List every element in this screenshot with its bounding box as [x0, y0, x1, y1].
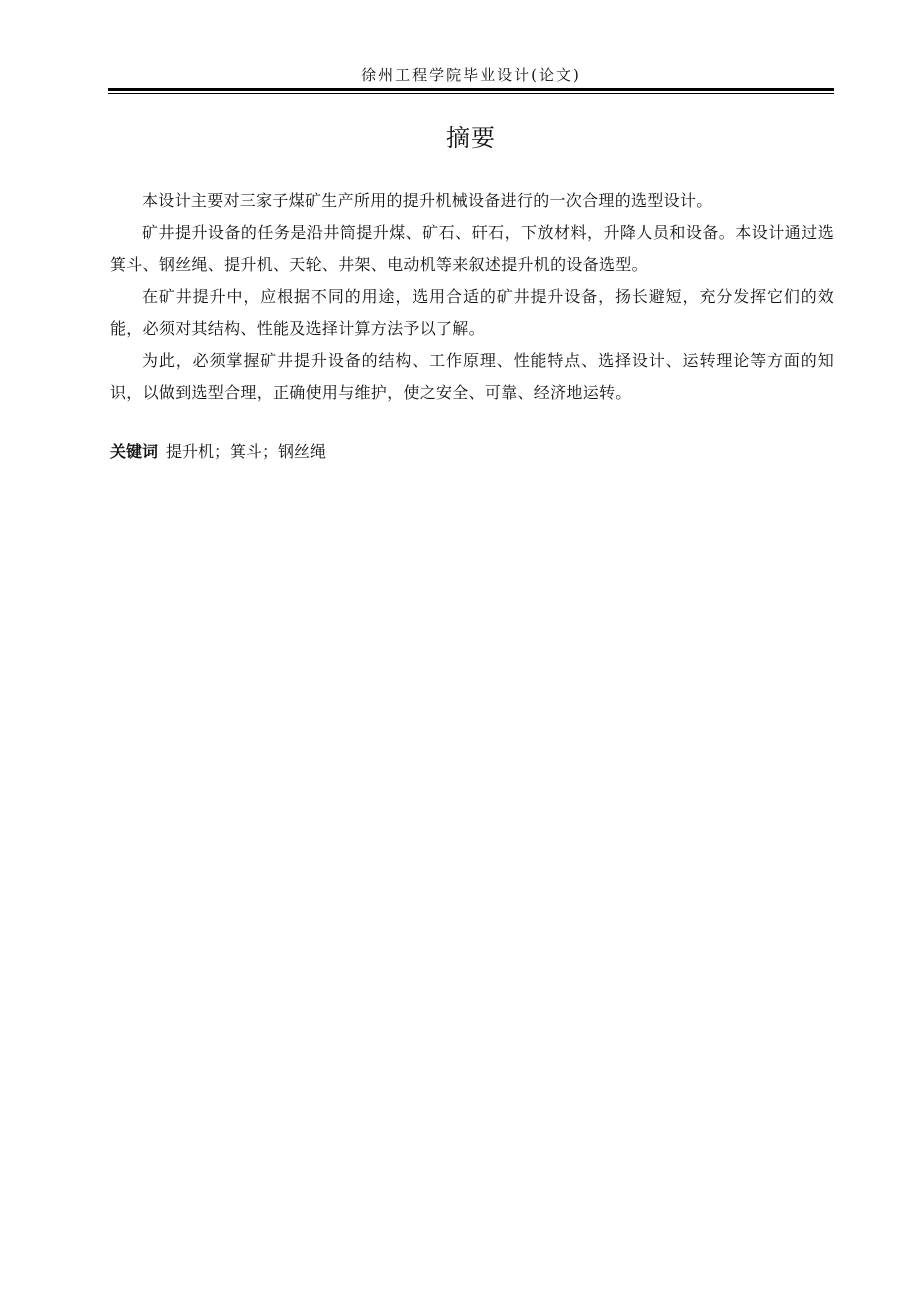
abstract-paragraph-2: 矿井提升设备的任务是沿井筒提升煤、矿石、矸石，下放材料，升降人员和设备。本设计通过选箕斗、钢丝绳、提升机、天轮、井架、电动机等来叙述提升机的设备选型。 — [110, 223, 834, 274]
keywords-text: 提升机；箕斗；钢丝绳 — [166, 442, 327, 461]
abstract-title: 摘要 — [446, 124, 496, 152]
abstract-body — [110, 185, 834, 409]
abstract-paragraph-4: 为此，必须掌握矿井提升设备的结构、工作原理、性能特点、选择设计、运转理论等方面的知识，以做到选型合理，正确使用与维护，使之安全、可靠、经济地运转。 — [110, 351, 834, 402]
header-rule-thick — [108, 88, 834, 91]
abstract-paragraph-3: 在矿井提升中，应根据不同的用途，选用合适的矿井提升设备，扬长避短，充分发挥它们的效能，必须对其结构、性能及选择计算方法予以了解。 — [110, 287, 834, 338]
keywords-label: 关键词 — [110, 442, 159, 461]
keywords-line — [110, 437, 834, 467]
abstract-paragraph-1: 本设计主要对三家子煤矿生产所用的提升机械设备进行的一次合理的选型设计。 — [142, 191, 713, 210]
header-rule-thin — [108, 93, 834, 94]
running-header: 徐州工程学院毕业设计(论文) — [361, 66, 581, 84]
